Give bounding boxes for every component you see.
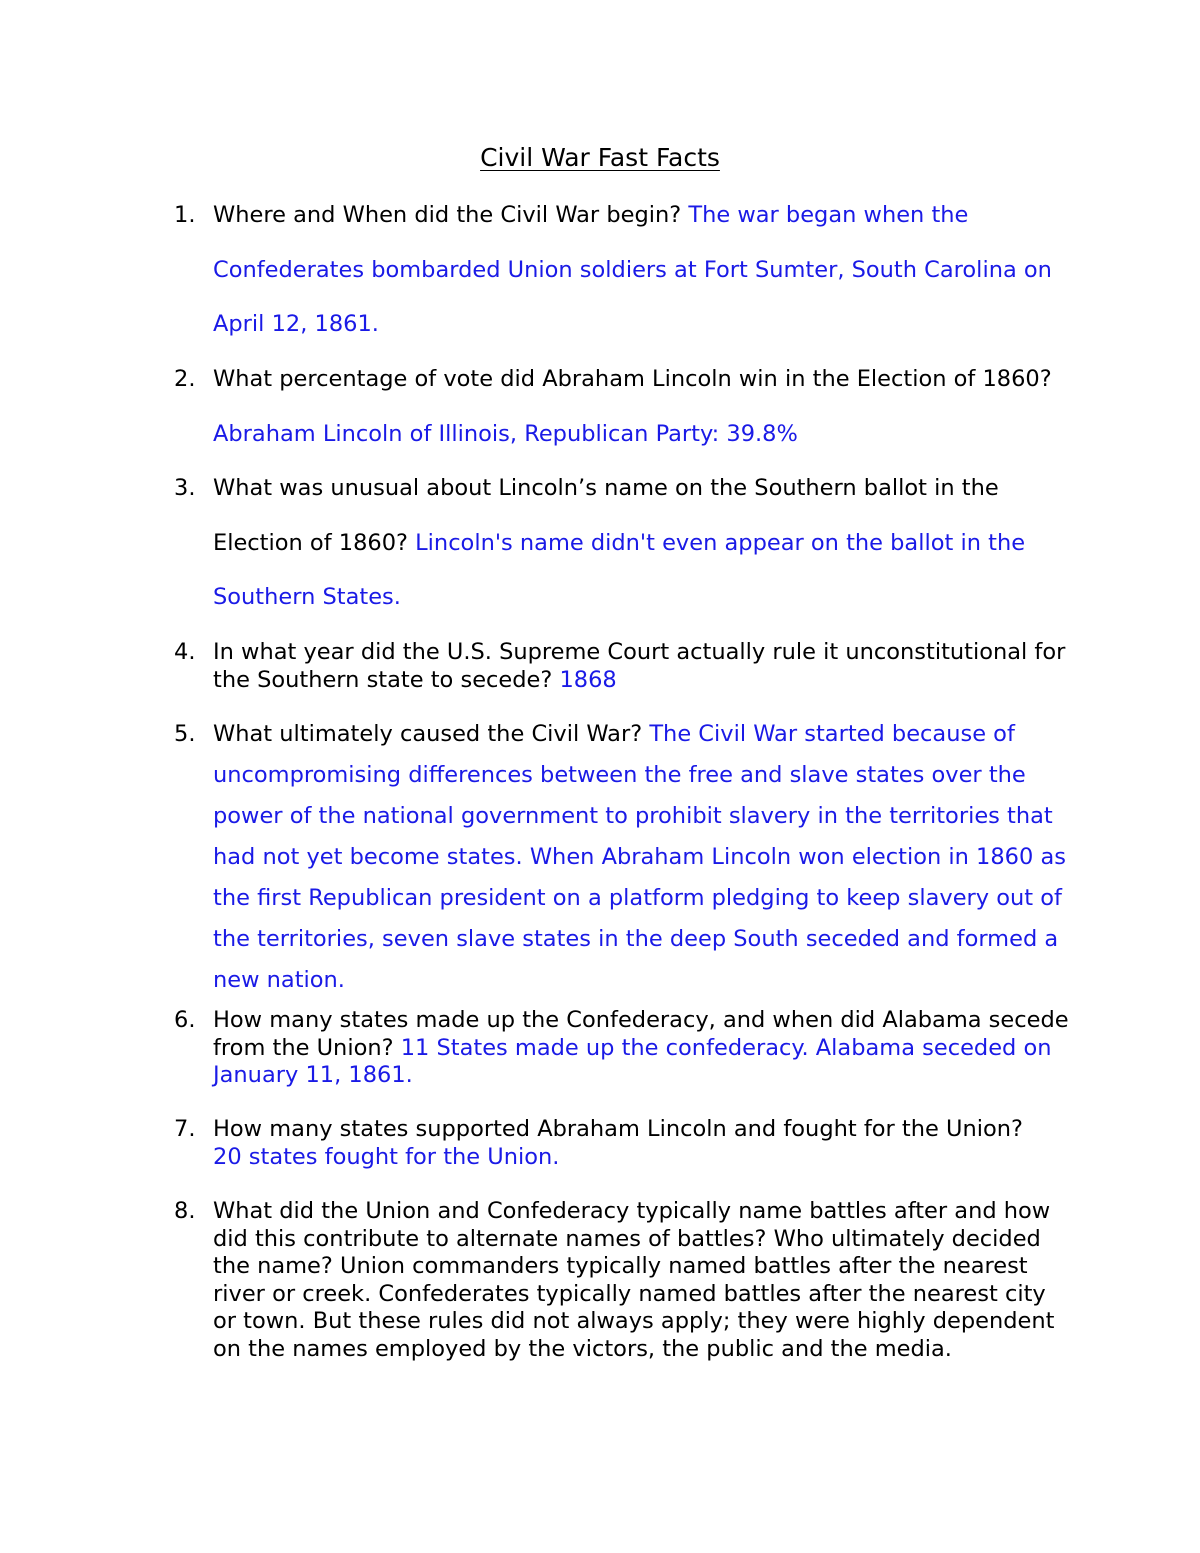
item-number: 7.	[174, 1116, 196, 1142]
item-body	[213, 1116, 1073, 1171]
item-body	[213, 352, 1073, 461]
item-number: 6.	[174, 1007, 196, 1033]
question-text: What percentage of vote did Abraham Lincoln win in the Election of 1860?	[213, 366, 1052, 392]
item-body	[213, 1198, 1073, 1363]
answer-text: 20 states fought for the Union.	[213, 1143, 560, 1170]
item-number: 5.	[174, 721, 196, 747]
item-number: 4.	[174, 639, 196, 665]
item-body	[213, 188, 1073, 352]
question-text: What did the Union and Confederacy typically name battles after and how did this contribute to alternate names of battles? Who ultimately decided the name? Union commanders typically named battles after the nearest river or creek. Confederates typically named battles after the nearest city or town. But these rules did not always apply; they were highly dependent on the names employed by the victors, the public and the media.	[213, 1198, 1055, 1362]
page-title: Civil War Fast Facts	[480, 143, 720, 172]
item-body	[213, 461, 1073, 625]
item-body	[213, 639, 1073, 694]
answer-text: 1868	[559, 666, 617, 693]
item-number: 8.	[174, 1198, 196, 1224]
question-text: What ultimately caused the Civil War?	[213, 721, 650, 747]
question-text: How many states supported Abraham Lincoln and fought for the Union?	[213, 1116, 1023, 1142]
answer-text: Abraham Lincoln of Illinois, Republican Party: 39.8%	[213, 420, 798, 447]
item-number: 2.	[174, 366, 196, 392]
item-number: 3.	[174, 475, 196, 501]
answer-text: Lincoln's name didn't even appear on the ballot in the Southern States.	[213, 529, 1026, 610]
answer-text: 11 States made up the confederacy. Alabama seceded on January 11, 1861.	[213, 1034, 1052, 1088]
question-text: In what year did the U.S. Supreme Court actually rule it unconstitutional for the Southern state to secede?	[213, 639, 1066, 693]
question-text: What was unusual about Lincoln’s name on the Southern ballot in the Election of 1860?	[213, 475, 999, 556]
question-text: Where and When did the Civil War begin?	[213, 202, 689, 228]
answer-text: The Civil War started because of uncompromising differences between the free and slave states over the power of the national government to prohibit slavery in the territories that had not yet become states. When Abraham Lincoln won election in 1860 as the first Republican president on a platform pledging to keep slavery out of the territories, seven slave states in the deep South seceded and formed a new nation.	[213, 721, 1066, 993]
item-body	[213, 1007, 1073, 1090]
item-body	[213, 714, 1073, 1001]
item-number: 1.	[174, 202, 196, 228]
answer-text: The war began when the Confederates bombarded Union soldiers at Fort Sumter, South Carolina on April 12, 1861.	[213, 202, 1052, 337]
question-text: How many states made up the Confederacy, and when did Alabama secede from the Union?	[213, 1007, 1069, 1061]
